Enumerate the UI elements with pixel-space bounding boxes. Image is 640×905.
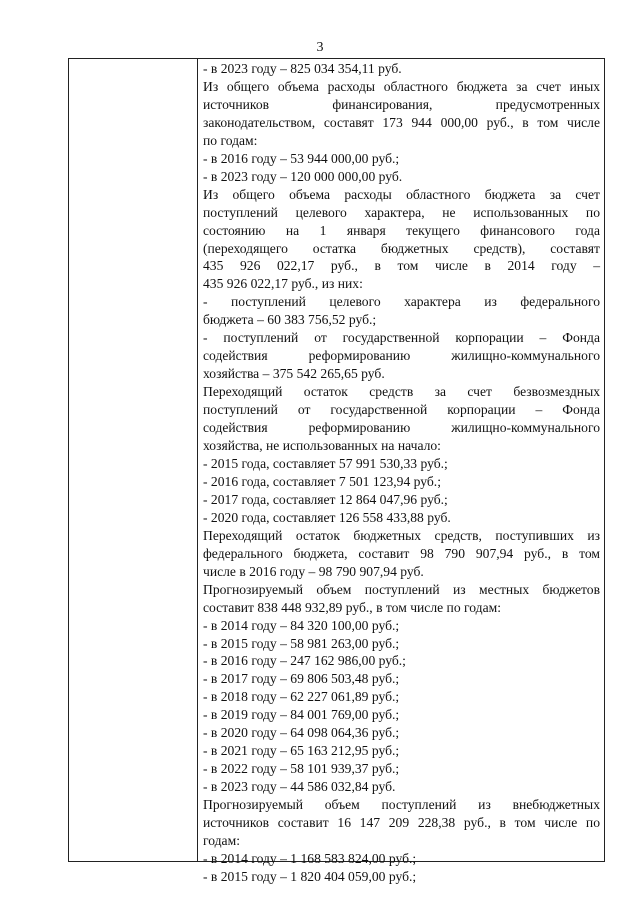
text-line: 435 926 022,17 руб., из них: [203,276,363,292]
text-line: Из общего объема расходы областного бюджета за счет иных [203,78,600,94]
text-line: Переходящий остаток средств за счет безвозмездных [203,384,600,400]
text-line: - 2016 года, составляет 7 501 123,94 руб.; [203,473,441,489]
text-line: (переходящего остатка бюджетных средств), составят [203,240,600,256]
text-line: - в 2014 году – 1 168 583 824,00 руб.; [203,850,417,866]
text-line: - 2020 года, составляет 126 558 433,88 руб. [203,509,451,525]
text-line: - в 2021 году – 65 163 212,95 руб.; [203,743,400,759]
text-line: числе в 2016 году – 98 790 907,94 руб. [203,563,424,579]
text-line: состоянию на 1 января текущего финансового года [203,222,600,238]
text-line: 435 926 022,17 руб., в том числе в 2014 году – [203,258,600,274]
text-line: составит 838 448 932,89 руб., в том числе по годам: [203,599,502,615]
text-line: источников финансирования, предусмотренных [203,96,600,112]
text-line: - поступлений целевого характера из федерального [203,294,600,310]
text-line: - в 2019 году – 84 001 769,00 руб.; [203,707,400,723]
text-line: федерального бюджета, составит 98 790 907,94 руб., в том [203,545,600,561]
text-line: Прогнозируемый объем поступлений из местных бюджетов [203,581,600,597]
page-number: 3 [316,40,324,55]
text-line: - в 2023 году – 44 586 032,84 руб. [203,779,396,795]
text-line: содействия реформированию жилищно-коммунального [203,420,600,436]
text-line: - в 2018 году – 62 227 061,89 руб.; [203,689,400,705]
document-table [68,58,605,884]
text-line: источников составит 16 147 209 228,38 руб., в том числе по [203,815,600,831]
text-line: Из общего объема расходы областного бюджета за счет [203,186,600,202]
text-line: годам: [203,832,240,848]
text-line: - 2015 года, составляет 57 991 530,33 руб.; [203,455,448,471]
text-line: - 2017 года, составляет 12 864 047,96 руб.; [203,491,448,507]
text-line: - в 2020 году – 64 098 064,36 руб.; [203,725,400,741]
text-line: - в 2015 году – 1 820 404 059,00 руб.; [203,868,417,884]
text-line: - в 2017 году – 69 806 503,48 руб.; [203,671,400,687]
text-line: по годам: [203,132,258,148]
text-line: - в 2022 году – 58 101 939,37 руб.; [203,761,400,777]
text-line: поступлений от государственной корпорации – Фонда [203,402,600,418]
text-line: бюджета – 60 383 756,52 руб.; [203,312,377,328]
text-line: - в 2016 году – 247 162 986,00 руб.; [203,653,406,669]
table-left-cell [69,59,198,861]
text-line: поступлений целевого характера, не использованных по [203,204,600,220]
text-line: содействия реформированию жилищно-коммунального [203,348,600,364]
text-line: - в 2015 году – 58 981 263,00 руб.; [203,635,400,651]
text-line: - в 2023 году – 825 034 354,11 руб. [203,61,402,76]
text-line: - в 2014 году – 84 320 100,00 руб.; [203,617,400,633]
text-line: хозяйства – 375 542 265,65 руб. [203,366,385,382]
text-line: - в 2023 году – 120 000 000,00 руб. [203,168,403,184]
text-line: - в 2016 году – 53 944 000,00 руб.; [203,150,400,166]
text-line: законодательством, составят 173 944 000,00 руб., в том числе [203,114,600,130]
text-line: Прогнозируемый объем поступлений из внебюджетных [203,797,600,813]
text-line: - поступлений от государственной корпорации – Фонда [203,330,600,346]
text-line: хозяйства, не использованных на начало: [203,438,441,454]
table-right-cell [203,60,600,886]
text-line: Переходящий остаток бюджетных средств, поступивших из [203,527,600,543]
